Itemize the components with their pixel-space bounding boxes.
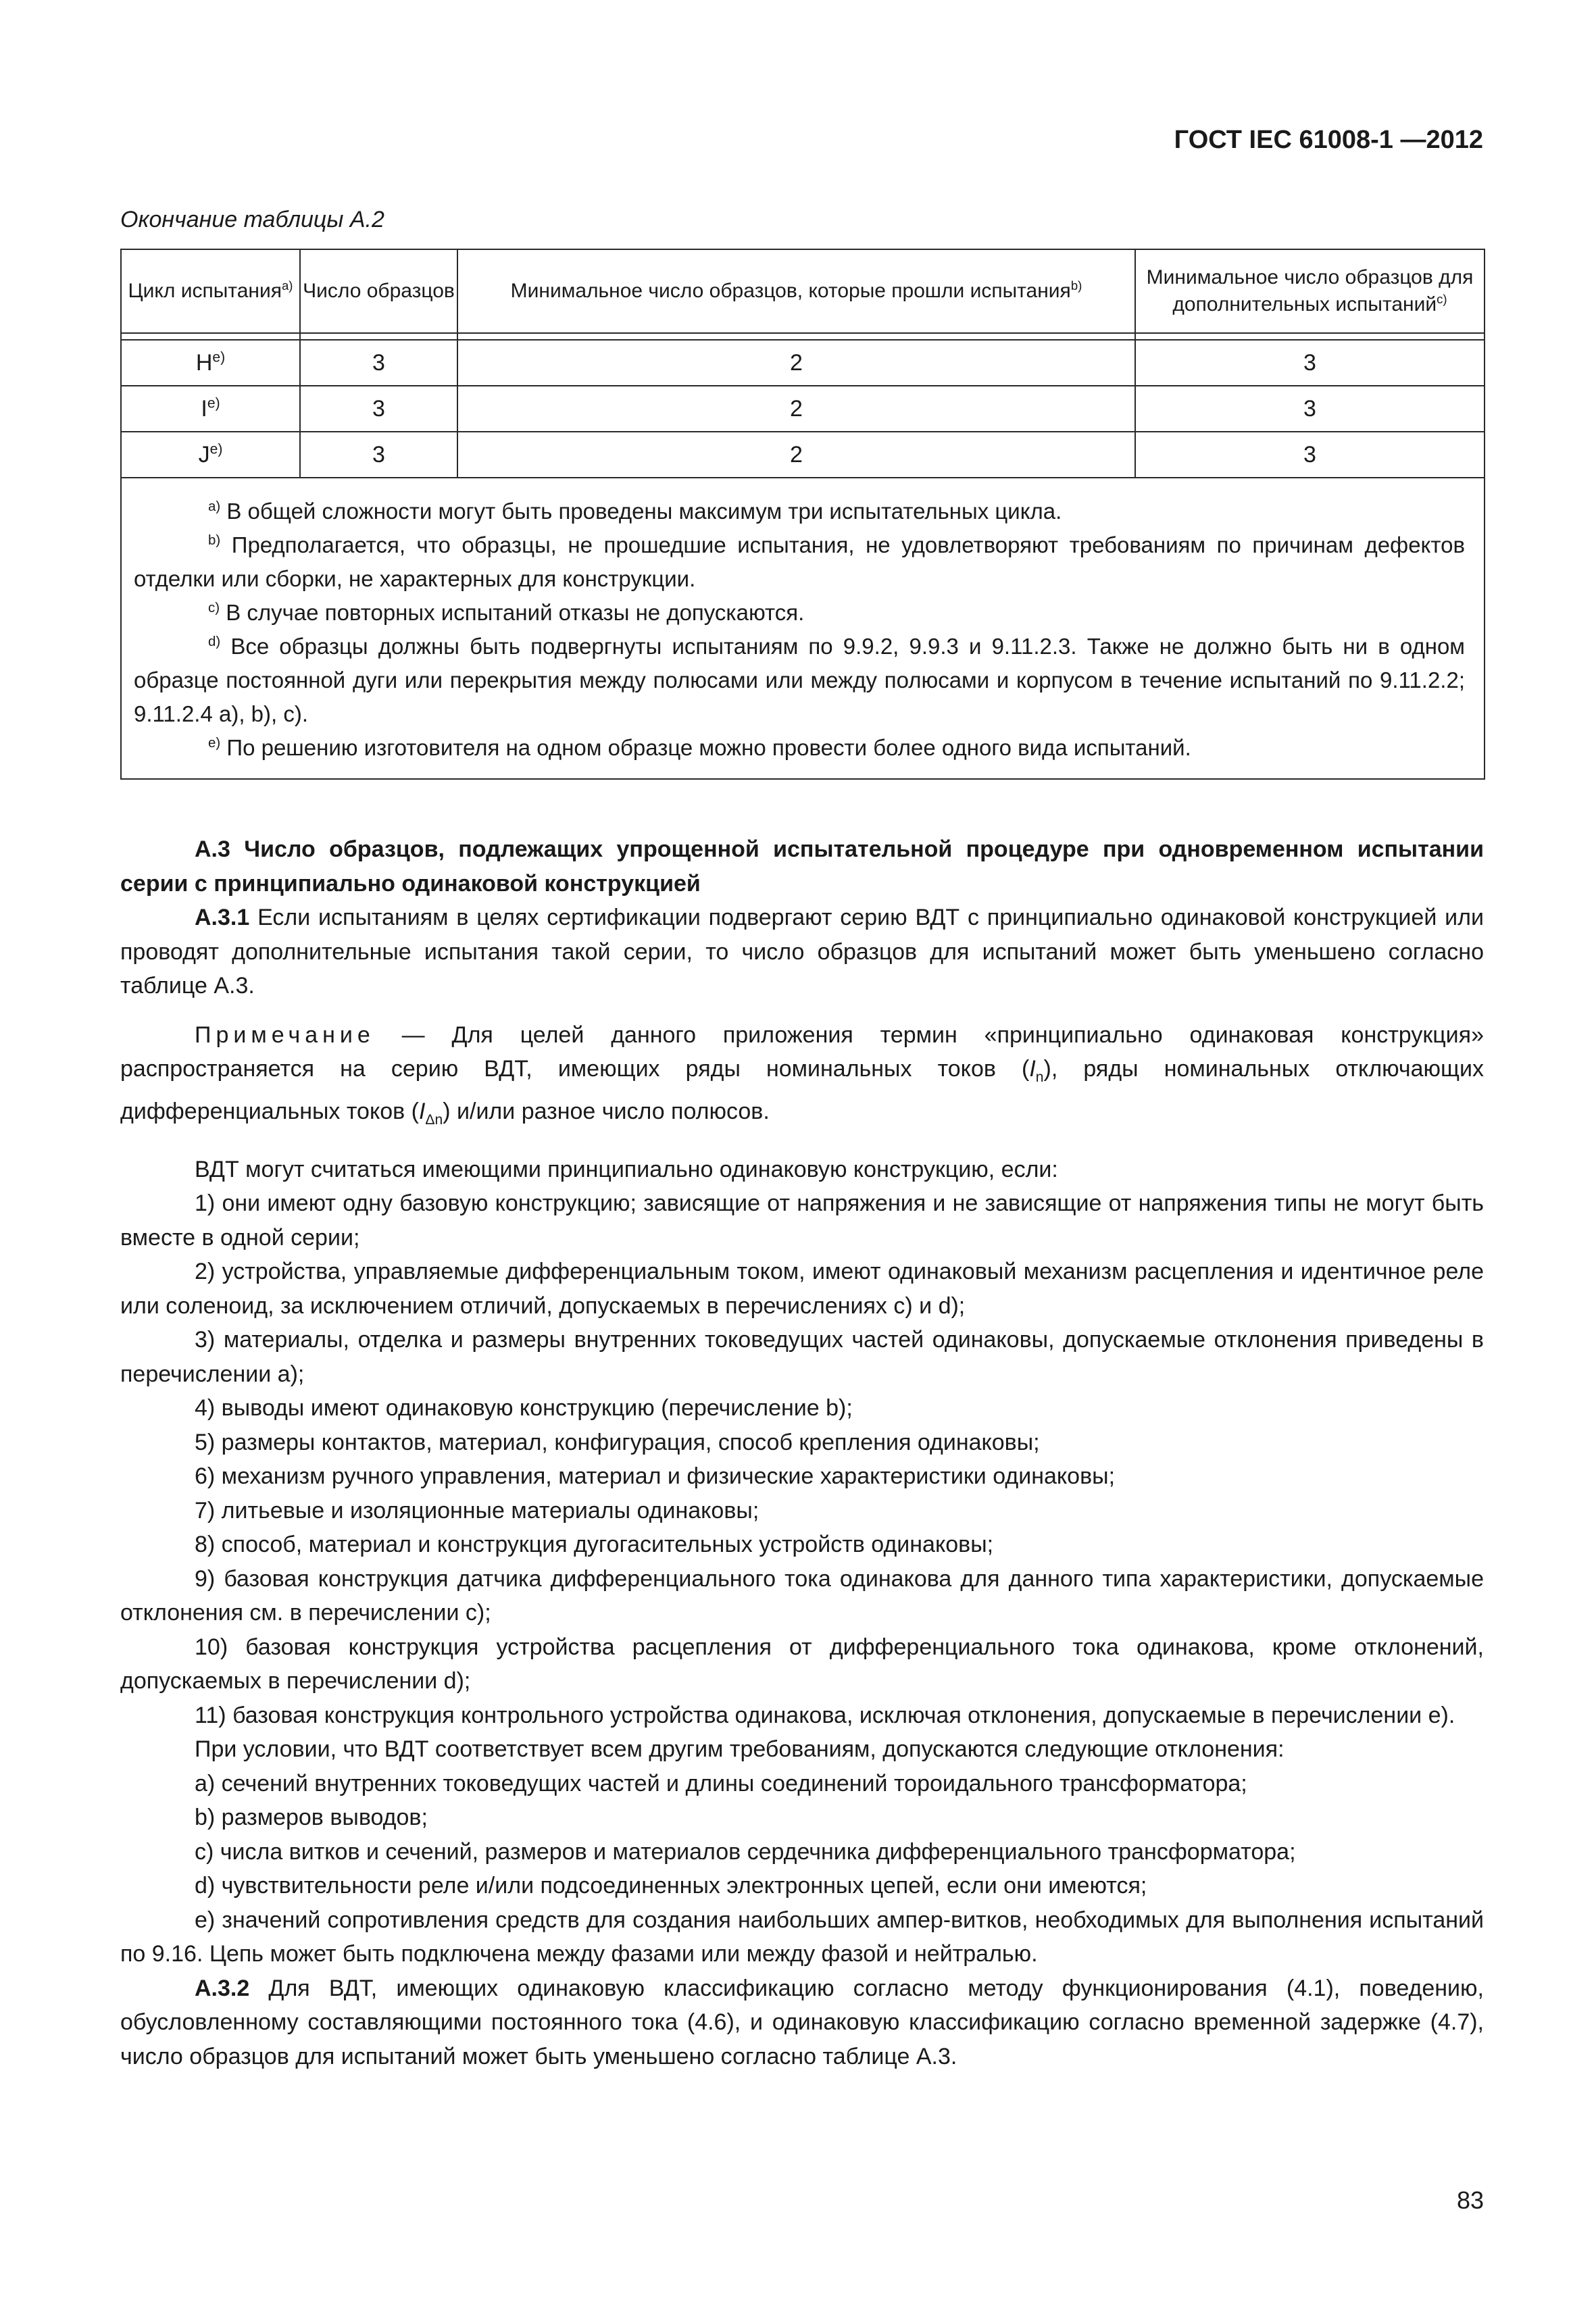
additional-cell: 3 [1135,432,1485,478]
cycle-cell: $H^{e)}$ [121,340,300,386]
samples-cell: 3 [300,386,457,432]
table-caption: Окончание таблицы А.2 [120,207,384,232]
footnote: $^{e)}$ По решению изготовителя на одном образце можно провести более одного вида испытаний. [208,735,1191,760]
page-number: 83 [1456,2186,1484,2214]
samples-table [120,249,1485,780]
table-footnotes [122,478,1484,778]
table-row [121,340,1485,386]
section-a3 [120,832,1484,2073]
footnote: $^{b)}$ Предполагается, что образцы, не прошедшие испытания, не удовлетворяют требованиям по причинам дефектов отделки или сборки, не характерных для конструкции. [134,532,1465,591]
table-footnotes-row [121,478,1485,779]
paragraph-a32: А.3.2 Для ВДТ, имеющих одинаковую классификацию согласно методу функционирования (4.1), поведению, обусловленному составляющими постоянного тока (4.6), и одинаковую классификацию согласно временной задержке (4.7), число образцов для испытаний может быть уменьшено согласно таблице А.3. [120,1975,1484,2069]
passed-cell: 2 [457,386,1135,432]
additional-cell: 3 [1135,386,1485,432]
list-item: 2) устройства, управляемые дифференциальным током, имеют одинаковый механизм расцепления и идентичное реле или соленоид, за исключением отличий, допускаемых в перечислениях с) и d); [120,1259,1484,1319]
samples-cell: 3 [300,340,457,386]
header-passed: Минимальное число образцов, которые прошли испытания$^{b)}$ [457,249,1135,333]
deviation-item: c) числа витков и сечений, размеров и материалов сердечника дифференциального трансформатора; [195,1838,1296,1865]
footnote: $^{d)}$ Все образцы должны быть подвергнуты испытаниям по 9.9.2, 9.9.3 и 9.11.2.3. Также не должно быть ни в одном образце постоянной дуги или перекрытия между полюсами или между полюсами и корпусом в течение испытаний по 9.11.2.2; 9.11.2.4 а), b), c). [134,634,1465,726]
list-item: 3) материалы, отделка и размеры внутренних токоведущих частей одинаковы, допускаемые отклонения приведены в перечислении а); [120,1327,1484,1387]
cycle-cell: $I^{e)}$ [121,386,300,432]
table-spacer-row [121,333,1485,340]
samples-cell: 3 [300,432,457,478]
list-item: 6) механизм ручного управления, материал и физические характеристики одинаковы; [195,1463,1116,1490]
list-item: 4) выводы имеют одинаковую конструкцию (перечисление b); [195,1395,853,1422]
deviation-item: b) размеров выводов; [195,1805,428,1831]
deviation-item: e) значений сопротивления средств для создания наибольших ампер-витков, необходимых для выполнения испытаний по 9.16. Цепь может быть подключена между фазами или между фазой и нейтралью. [120,1907,1484,1967]
list-item: 8) способ, материал и конструкция дугогасительных устройств одинаковы; [195,1532,994,1558]
additional-cell: 3 [1135,340,1485,386]
deviation-item: а) сечений внутренних токоведущих частей и длины соединений тороидального трансформатора; [195,1770,1247,1796]
list-item: 7) литьевые и изоляционные материалы одинаковы; [195,1497,759,1524]
note-paragraph: Примечание — Для целей данного приложения термин «принципиально одинаковая конструкция» распространяется на серию ВДТ, имеющих ряды номинальных токов $(I_n)$, ряды номинальных отключающих дифференциальных токов $(I_{\Delta n})$ и/или разное число полюсов. [120,1022,1484,1128]
passed-cell: 2 [457,432,1135,478]
header-samples: Число образцов [300,249,457,333]
cycle-cell: $J^{e)}$ [121,432,300,478]
list-item: 5) размеры контактов, материал, конфигурация, способ крепления одинаковы; [195,1429,1040,1455]
paragraph-a31: А.3.1 Если испытаниям в целях сертификации подвергают серию ВДТ с принципиально одинаковой конструкцией или проводят дополнительные испытания такой серии, то число образцов для испытаний может быть уменьшено согласно таблице А.3. [120,905,1484,999]
note-label: Примечание [195,1022,375,1048]
deviations-intro: При условии, что ВДТ соответствует всем другим требованиям, допускаются следующие отклонения: [195,1736,1285,1763]
list-item: 1) они имеют одну базовую конструкцию; зависящие от напряжения и не зависящие от напряжения типы не могут быть вместе в одной серии; [120,1190,1484,1251]
table-row [121,386,1485,432]
table-header-row [121,249,1485,333]
header-cycle: Цикл испытания$^{a)}$ [121,249,300,333]
footnote: $^{c)}$ В случае повторных испытаний отказы не допускаются. [208,600,805,625]
intro-paragraph: ВДТ могут считаться имеющими принципиально одинаковую конструкцию, если: [195,1156,1058,1182]
list-item: 10) базовая конструкция устройства расцепления от дифференциального тока одинакова, кроме отклонений, допускаемых в перечислении d); [120,1634,1484,1694]
list-item: 9) базовая конструкция датчика дифференциального тока одинакова для данного типа характеристики, допускаемые отклонения см. в перечислении с); [120,1565,1484,1626]
header-additional: Минимальное число образцов для дополнительных испытаний$^{c)}$ [1135,249,1485,333]
section-heading: А.3 Число образцов, подлежащих упрощенной испытательной процедуре при одновременном испытании серии с принципиально одинаковой конструкцией [120,836,1484,897]
deviation-item: d) чувствительности реле и/или подсоединенных электронных цепей, если они имеются; [195,1873,1147,1899]
footnote: $^{a)}$ В общей сложности могут быть проведены максимум три испытательных цикла. [208,499,1062,524]
passed-cell: 2 [457,340,1135,386]
list-item: 11) базовая конструкция контрольного устройства одинакова, исключая отклонения, допускаемые в перечислении е). [195,1702,1455,1728]
standard-code: ГОСТ IEC 61008-1 —2012 [1174,126,1483,154]
table-row [121,432,1485,478]
